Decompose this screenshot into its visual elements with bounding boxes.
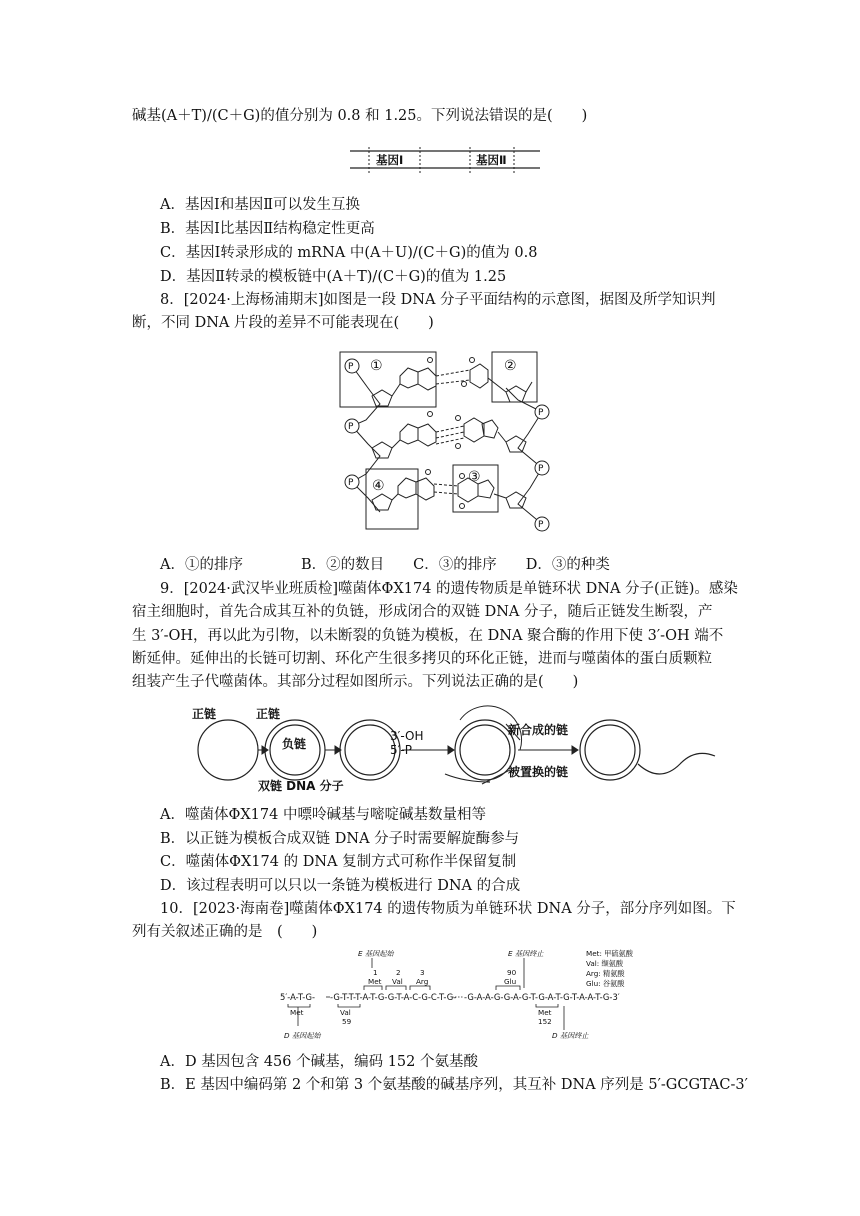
question9-line1: 9．[2024·武汉毕业班质检]噬菌体ΦX174 的遗传物质是单链环状 DNA 分子(正链)。感染 [160,581,738,597]
phosphate-label: P [348,422,354,432]
3oh-label: 3′-OH [390,729,424,743]
bottom-aa: Met [538,1008,552,1017]
bottom-number: 152 [538,1017,552,1026]
gene-diagram [350,144,550,180]
question9-line2: 宿主细胞时，首先合成其互补的负链，形成闭合的双链 DNA 分子，随后正链发生断裂，产 [132,604,713,620]
top-aa: Val [392,977,403,986]
label-2: ② [504,358,517,374]
q10-option-a: A．D 基因包含 456 个碱基，编码 152 个氨基酸 [160,1054,478,1070]
sequence-left: 5′-A-T-G- [280,992,316,1002]
phosphate-label: P [348,478,354,488]
top-aa: Arg [416,977,429,986]
sequence-diagram [276,944,650,1044]
displaced-strand-label: 被置换的链 [508,765,569,779]
phosphate-label: P [348,362,354,372]
5p-label: 5′-P [390,743,412,757]
question9-line3: 生 3′-OH，再以此为引物，以未断裂的负链为模板，在 DNA 聚合酶的作用下使 3′-OH 端不 [132,628,724,644]
question10-line1: 10．[2023·海南卷]噬菌体ΦX174 的遗传物质为单链环状 DNA 分子，部分序列如图。下 [160,901,736,917]
phosphate-label: P [538,520,544,530]
positive-strand-label: 正链 [256,707,281,721]
bottom-number: 59 [342,1017,352,1026]
d-gene-end-label: D 基因终止 [552,1031,589,1040]
q10-option-b: B．E 基因中编码第 2 个和第 3 个氨基酸的碱基序列，其互补 DNA 序列是 5′-GCGTAC-3′ [160,1077,748,1093]
question9-line4: 断延伸。延伸出的长链可切割、环化产生很多拷贝的环化正链，进而与噬菌体的蛋白质颗粒 [132,651,712,667]
e-gene-start-label: E 基因起始 [358,949,394,958]
phosphate-label: P [538,464,544,474]
top-number: 1 [373,968,378,977]
q9-option-a: A．噬菌体ΦX174 中嘌呤碱基与嘧啶碱基数量相等 [160,807,486,823]
ds-dna-label: 双链 DNA 分子 [258,779,344,793]
negative-strand-label: 负链 [282,737,307,751]
legend-val: Val: 缬氨酸 [586,959,624,968]
q7-option-d: D．基因Ⅱ转录的模板链中(A＋T)/(C＋G)的值为 1.25 [160,269,507,285]
new-strand-label: 新合成的链 [508,723,569,737]
q9-option-b: B．以正链为模板合成双链 DNA 分子时需要解旋酶参与 [160,831,520,847]
legend-arg: Arg: 精氨酸 [586,969,625,978]
question7-stem-end: 碱基(A＋T)/(C＋G)的值分别为 0.8 和 1.25。下列说法错误的是( ) [132,108,588,124]
bottom-aa: Val [340,1008,351,1017]
label-1: ① [370,358,383,374]
legend-glu: Glu: 谷氨酸 [586,979,625,988]
question9-line5: 组装产生子代噬菌体。其部分过程如图所示。下列说法正确的是( ) [132,674,579,690]
d-gene-start-label: D 基因起始 [284,1031,321,1040]
gene2-label: 基因Ⅱ [476,153,507,167]
legend-met: Met: 甲硫氨酸 [586,949,633,958]
gene1-label: 基因Ⅰ [376,153,404,167]
top-aa: Glu [504,977,517,986]
question8-line1: 8．[2024·上海杨浦期末]如图是一段 DNA 分子平面结构的示意图，据图及所学知识判 [160,292,716,308]
label-4: ④ [372,478,385,494]
question10-line2: 列有关叙述正确的是 ( ) [132,924,318,940]
q7-option-b: B．基因Ⅰ比基因Ⅱ结构稳定性更高 [160,221,375,237]
phosphate-label: P [538,408,544,418]
label-3: ③ [468,469,481,485]
dna-structure-diagram [338,348,563,540]
top-aa: Met [368,977,382,986]
q8-options: A．①的排序 B．②的数目 C．③的排序 D．③的种类 [160,557,610,573]
top-number: 90 [507,968,517,977]
bottom-aa: Met [290,1008,304,1017]
top-number: 2 [396,968,401,977]
q9-option-c: C．噬菌体ΦX174 的 DNA 复制方式可称作半保留复制 [160,854,517,870]
sequence-right: -G-A-A-G-G-A-G-T-G-A-T-G-T-A-A-T-G-3′ [464,992,620,1002]
question8-line2: 断，不同 DNA 片段的差异不可能表现在( ) [132,315,434,331]
q9-option-d: D．该过程表明可以只以一条链为模板进行 DNA 的合成 [160,878,521,894]
positive-strand-label: 正链 [192,707,217,721]
e-gene-end-label: E 基因终止 [508,949,544,958]
sequence-mid: -G-T-T-T-A-T-G-G-T-A-C-G-C-T-G- [330,992,457,1002]
q7-option-c: C．基因Ⅰ转录形成的 mRNA 中(A＋U)/(C＋G)的值为 0.8 [160,245,538,261]
phage-replication-diagram [190,704,720,798]
q7-option-a: A．基因Ⅰ和基因Ⅱ可以发生互换 [160,197,361,213]
top-number: 3 [420,968,425,977]
